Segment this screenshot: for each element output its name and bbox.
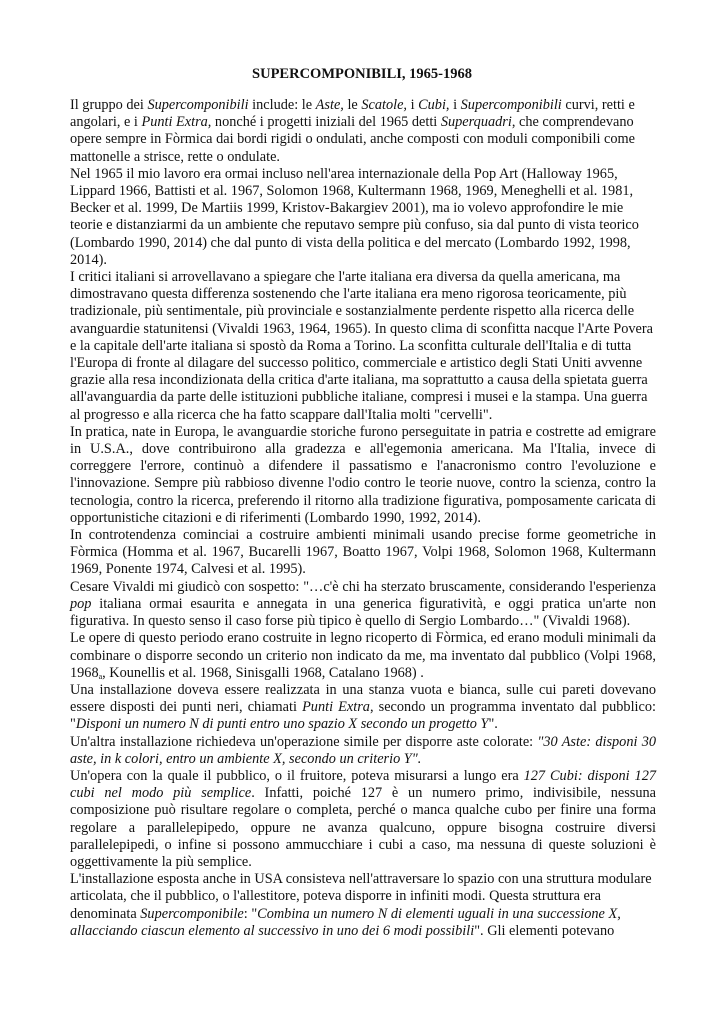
paragraph-vivaldi-quote: Cesare Vivaldi mi giudicò con sospetto: "…c'è chi ha sterzato bruscamente, considerando l'esperienza pop italiana ormai esaurita e annegata in una generica figuratività, e oggi pratica un'arte non figurativa. In questo senso il caso forse più tipico è quello di Sergio Lombardo…" (Vivaldi 1968). bbox=[70, 578, 656, 630]
paragraph-supercomponibile: L'installazione esposta anche in USA consisteva nell'attraversare lo spazio con una struttura modulare articolata, che il pubblico, o l'allestitore, poteva disporre in infiniti modi. Questa struttura era denominata Supercomponibile: "Combina un numero N di elementi uguali in una successione X, allacciando ciascun elemento al successivo in uno dei 6 modi possibili". Gli elementi potevano bbox=[70, 871, 652, 939]
paragraph-30-aste: Un'altra installazione richiedeva un'operazione simile per disporre aste colorate: "30 Aste: disponi 30 aste, in k colori, entro un ambiente X, secondo un criterio Y". bbox=[70, 733, 656, 767]
paragraph-controtendenza: In controtendenza cominciai a costruire ambienti minimali usando precise forme geometriche in Fòrmica (Homma et al. 1967, Bucarelli 1967, Boatto 1967, Volpi 1968, Solomon 1968, Kultermann 1969, Ponente 1974, Calvesi et al. 1995). bbox=[70, 527, 656, 578]
paragraph-intro: Il gruppo dei Supercomponibili include: le Aste, le Scatole, i Cubi, i Supercomponibili curvi, retti e angolari, e i Punti Extra, nonché i progetti iniziali del 1965 detti Superquadri, che comprendevano opere sempre in Fòrmica dai bordi rigidi o ondulati, anche composti con moduli componibili come mattonelle a strisce, rette o ondulate. bbox=[70, 97, 635, 165]
paragraph-punti-extra: Una installazione doveva essere realizzata in una stanza vuota e bianca, sulle cui pareti dovevano essere disposti dei punti neri, chiamati Punti Extra, secondo un programma inventato dal pubblico: "Disponi un numero N di punti entro uno spazio X secondo un progetto Y". bbox=[70, 681, 656, 733]
document-title: SUPERCOMPONIBILI, 1965-1968 bbox=[252, 66, 472, 82]
paragraph-avanguardie: In pratica, nate in Europa, le avanguardie storiche furono perseguitate in patria e costrette ad emigrare in U.S.A., dove contribuirono alla gradezza e all'egemonia americana. Ma l'Italia, invece di correggere l'errore, continuò a difendere il passatismo e l'anacronismo contro l'evoluzione e l'innovazione. Sempre più rabbioso divenne l'odio contro le teorie nuove, contro la scienza, contro la tecnologia, contro la ricerca, preferendo il ritorno alla tradizione figurativa, pomposamente caricata di opportunistiche citazioni e di riferimenti (Lombardo 1990, 1992, 2014). bbox=[70, 423, 656, 526]
paragraph-127-cubi: Un'opera con la quale il pubblico, o il fruitore, poteva misurarsi a lungo era 127 Cubi: disponi 127 cubi nel modo più semplice. Infatti, poiché 127 è un numero primo, indivisibile, nessuna composizione può risultare regolare o completa, perché o manca qualche cubo per finire una forma regolare a parallelepipedo, oppure ne avanza qualcuno, oppure bisogna costruire diversi parallelepipedi, o infine si possono ammucchiare i cubi a caso, ma nessuna di queste soluzioni è oggettivamente la più semplice. bbox=[70, 767, 656, 870]
document-body bbox=[70, 97, 656, 940]
paragraph-opere-formica: Le opere di questo periodo erano costruite in legno ricoperto di Fòrmica, ed erano moduli minimali da combinare o disporre secondo un criterio non indicato da me, ma inventato dal pubblico (Volpi 1968, $1968_a$, Kounellis et al. 1968, Sinisgalli 1968, Catalano 1968) . bbox=[70, 630, 656, 681]
paragraph-italian-critics: I critici italiani si arrovellavano a spiegare che l'arte italiana era diversa da quella americana, ma dimostravano questa differenza sostenendo che l'arte italiana era meno rigorosa teoricamente, più tradizionale, più sentimentale, più provinciale e sostanzialmente perdente rispetto alla ricerca delle avanguardie statunitensi (Vivaldi 1963, 1964, 1965). In questo clima di sconfitta nacque l'Arte Povera e la capitale dell'arte italiana si spostò da Roma a Torino. La sconfitta culturale dell'Italia e di tutta l'Europa di fronte al dilagare del successo politico, commerciale e artistico degli Stati Uniti avvenne grazie alla resa incondizionata della critica d'arte italiana, ma soprattutto a causa della spietata guerra all'avanguardia da parte delle istituzioni pubbliche italiane, compresi i musei e la stampa. Una guerra al progresso e alla ricerca che ha fatto scappare dall'Italia molti "cervelli". bbox=[70, 269, 653, 423]
paragraph-pop-art: Nel 1965 il mio lavoro era ormai incluso nell'area internazionale della Pop Art (Halloway 1965, Lippard 1966, Battisti et al. 1967, Solomon 1968, Kultermann 1968, 1969, Meneghelli et al. 1981, Becker et al. 1999, De Martiis 1999, Kristov-Bakargiev 2001), ma io volevo approfondire le mie teorie e distanziarmi da un ambiente che reputavo sempre più confuso, sia dal punto di vista teorico (Lombardo 1990, 2014) che dal punto di vista della politica e del mercato (Lombardo 1992, 1998, 2014). bbox=[70, 165, 639, 268]
